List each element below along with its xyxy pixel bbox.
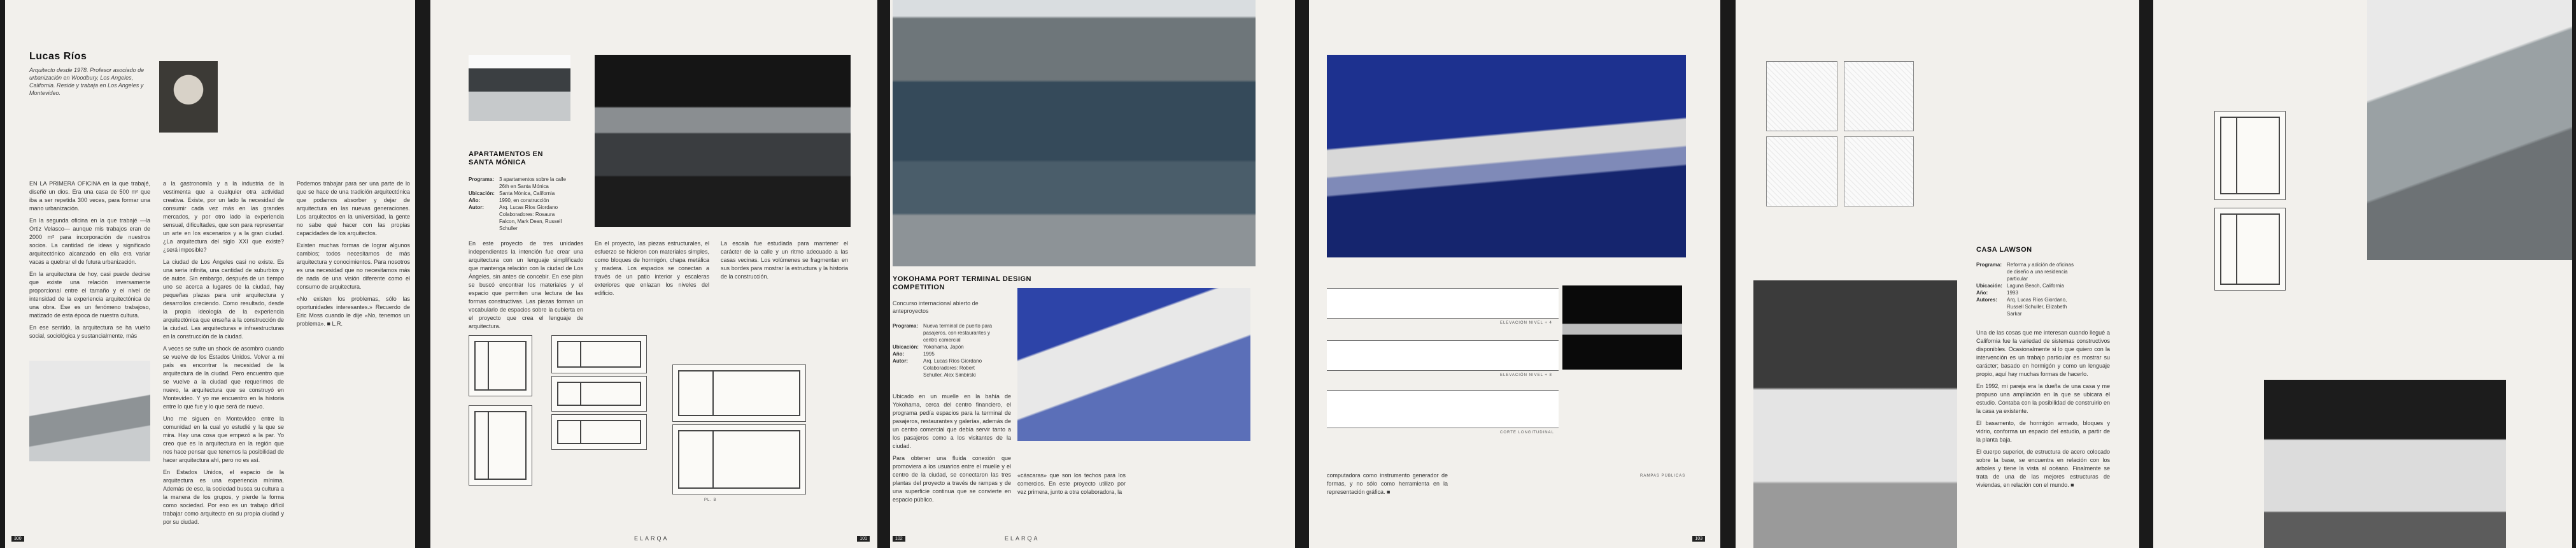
render-terminal-small: [1017, 288, 1250, 441]
apartamentos-col-3: [721, 240, 848, 281]
page-number-left-a: 300: [11, 536, 24, 542]
apt-body-1: En este proyecto de tres unidades independientes la intención fue crear una arquitectura con un lenguaje simplificado que mantenga relación con la ciudad de Los Ángeles, sin antes de concebir. En ese plan se buscó encontrar los materiales y el espacio que permiten una lectura de las formas constructivas. Las piezas forman un vocabulario de espacios sobre la cubierta en el proyecto que crea el lenguaje de arquitectura.: [469, 240, 583, 329]
gutter-2: [877, 0, 890, 548]
magazine-name-b: ELARQA: [1005, 535, 1040, 542]
floor-plan-1: [551, 335, 647, 373]
gutter-3: [1295, 0, 1309, 548]
profile-col1-p4: En ese sentido, la arquitectura se ha vuelto social, sociológica y sustancialmente, más: [29, 324, 150, 339]
apartamentos-col-1: [469, 240, 583, 331]
elevation-drawing-b: [1327, 340, 1559, 371]
sketch-4: [1844, 136, 1914, 206]
section-drawing-a: [1327, 390, 1559, 428]
apartamentos-specs: [469, 176, 590, 232]
elevation-drawing-1: [469, 335, 532, 396]
profile-col-2: [163, 180, 284, 526]
lawson-spec-row: Año: 1993: [1976, 290, 2018, 296]
profile-col-1: [29, 180, 150, 340]
apt-spec-row: Colaboradores: Rosaura Falcon, Mark Dean, Russell Schuller: [499, 212, 562, 231]
page-number-right-a: 101: [857, 536, 870, 542]
gutter-5: [2139, 0, 2153, 548]
yok-body-1: Ubicado en un muelle en la bahía de Yokohama, cerca del centro financiero, el programa pedía espacios para la terminal de pasajeros, restaurantes y galerías, además de un centro comercial que debía servir tanto a los pasajeros como a los visitantes de la ciudad.: [893, 393, 1011, 449]
yok-body-4: computadora como instrumento generador de formas, y no sólo como herramienta en la representación gráfica. ■: [1327, 472, 1448, 495]
lawson-body-1: Una de las cosas que me interesan cuando llegué a California fue la variedad de sistemas constructivos disponibles. Ocasionalmente si lo que quiero con la intervención es un trabajo particular es mostrar su carácter; basado en hormigón y como un lenguaje propio, aquí hay muchas formas de hacerlo.: [1976, 329, 2110, 377]
yok-spec-row: Ubicación: Yokohama, Japón: [893, 344, 964, 350]
render-terminal-large: [1327, 55, 1686, 257]
profile-col-3: [297, 180, 410, 328]
profile-col3-p1: Podemos trabajar para ser una parte de lo que se hace de una tradición arquitectónica que podamos absorber y dejar de arquitectura en las nuevas generaciones. Los arquitectos en la universidad, la gente no sabe qué hacer con las propias capacidades de los arquitectos.: [297, 180, 410, 236]
lawson-model-photo: [1753, 280, 1957, 548]
lawson-spec-row: Autores: Arq. Lucas Ríos Giordano, Russell Schuller, Elizabeth Sarkar: [1976, 297, 2067, 317]
lawson-plan-2: [2214, 208, 2286, 291]
yokohama-title: YOKOHAMA PORT TERMINAL DESIGN COMPETITION: [893, 275, 1032, 291]
page-yokohama-left: [890, 0, 1295, 548]
profile-col2-p2: La ciudad de Los Ángeles casi no existe. Es una seria infinita, una cantidad de suburbios y de autos. Sin embargo, después de un tiempo uno se acerca a lugares de la ciudad, hay pequeñas plazas para unir arquitectura y desarrollos creciendo. Como resultado, desde la propia ideología de la experiencia arquitectónica que enseña a la construcción de la ciudad. Las arquitecturas e infraestructuras en la construcción de la ciudad.: [163, 259, 284, 340]
floor-plan-4: [672, 364, 806, 422]
profile-col2-p1: a la gastronomía y a la industria de la vestimenta que a cualquier otra actividad creativa. Existe, por un lado la necesidad de consumir cada vez más en las grandes mercados, y por otro lado la experiencia sensual, dificultades, que son para representar un arte en los escenarios y a la gran ciudad. ¿La arquitectura del siglo XXI que existe? ¿será imposible?: [163, 180, 284, 253]
yokohama-subtitle: Concurso internacional abierto de anteproyectos: [893, 300, 979, 314]
yokohama-col-2: [1017, 472, 1126, 496]
apt-spec-row: Programa: 3 apartamentos sobre la calle 26th en Santa Mónica: [469, 177, 566, 189]
gutter-4: [1720, 0, 1736, 548]
elev-caption-2: ELEVACIÓN NIVEL + 8: [1500, 373, 1552, 377]
apt-spec-row: Autor: Arq. Lucas Ríos Giordano: [469, 205, 558, 210]
house-photo-small: [29, 361, 150, 461]
gutter-right: [2572, 0, 2576, 548]
sketch-1: [1766, 61, 1837, 131]
profile-col1-p2: En la segunda oficina en la que trabajé —la Ortiz Velasco— aunque mis trabajos eran de 2000 m² para incorporación de nuestros socios. La cantidad de ideas y significado arquitectónico alcanzado en ella era variar vacas a quebrar el de futura urbanización.: [29, 217, 150, 265]
lawson-title: CASA LAWSON: [1976, 246, 2032, 254]
yok-spec-row: Colaboradores: Robert Schuller, Alex Simbirski: [923, 365, 976, 378]
profile-col3-p4: «No existen los problemas, sólo las oportunidades interesantes.» Recuerdo de Eric Moss cuando le dije «No, tenemos un problema». ■ L.R.: [297, 296, 410, 327]
apartamentos-title: APARTAMENTOS EN SANTA MÓNICA: [469, 150, 543, 166]
lawson-spec-row: Programa: Reforma y adición de oficinas de diseño a una residencia particular: [1976, 262, 2074, 282]
lawson-specs: [1976, 261, 2104, 317]
yokohama-specs: [893, 322, 1014, 379]
magazine-name-a: ELARQA: [634, 535, 669, 542]
sketch-3: [1766, 136, 1837, 206]
lawson-model-front: [2264, 380, 2506, 548]
lawson-spec-row: Ubicación: Laguna Beach, California: [1976, 283, 2064, 289]
yok-body-2: Para obtener una fluida conexión que promoviera a los usuarios entre el muelle y el centro de la ciudad, se conectaron las tres plantas del proyecto a través de rampas y de una superficie continua que se convierte en espacio público.: [893, 455, 1011, 503]
lawson-body-4: El cuerpo superior, de estructura de acero colocado sobre la base, se encuentra en relación con los árboles y tiene la vista al océano. Finalmente se trata de una de las mejores estructuras de viviendas, en relación con el mundo. ■: [1976, 449, 2110, 488]
page-number-right-b: 103: [1692, 536, 1705, 542]
page-apartamentos: [430, 0, 877, 548]
profile-bio: Arquitecto desde 1978. Profesor asociado de urbanización en Woodbury, Los Angeles, California. Reside y trabaja en Los Angeles y Montevideo.: [29, 67, 145, 96]
yok-body-3: «cáscaras» que son los techos para los comercios. En este proyecto utilizo por vez primera, junto a otra colaboradora, la: [1017, 472, 1126, 495]
page-lawson-right: [2153, 0, 2572, 548]
yok-spec-row: Autor: Arq. Lucas Ríos Giordano: [893, 358, 982, 364]
yokohama-col-1: [893, 393, 1011, 504]
lawson-plan-1: [2214, 111, 2286, 200]
gutter-left: [0, 0, 5, 548]
sketch-2: [1844, 61, 1914, 131]
portrait-photo: [159, 61, 218, 133]
elev-caption-4: RAMPAS PÚBLICAS: [1640, 474, 1686, 478]
plan-caption: PL. B: [704, 498, 717, 502]
elevation-drawing-a: [1327, 288, 1559, 319]
yok-spec-row: Año: 1995: [893, 351, 935, 357]
apartment-photo-small: [469, 55, 570, 121]
apt-body-2: En el proyecto, las piezas estructurales, el esfuerzo se hicieron con materiales simples, como bloques de hormigón, chapa metálica y madera. Los espacios se conectan a través de un patio interior y escaleras exteriores que enlazan los niveles del edificio.: [595, 240, 709, 296]
profile-col2-p5: En Estados Unidos, el espacio de la arquitectura es una experiencia mínima. Además de eso, la sociedad busca su cultura a la manera de los grupos, y pierde la forma como sociedad. Por eso es un trabajo difícil trabajar como arquitecto en su propia ciudad y por su ciudad.: [163, 469, 284, 525]
page-lawson-left: [1736, 0, 2139, 548]
page-yokohama-right: [1309, 0, 1720, 548]
page-number-left-b: 102: [893, 536, 905, 542]
lawson-body-2: En 1992, mi pareja era la dueña de una casa y me propuso una ampliación en la que se ubicara el estudio. Contaba con la posibilidad de construirlo en la casa ya existente.: [1976, 383, 2110, 414]
profile-col3-p2: Existen muchas formas de lograr algunos cambios; todos necesitamos de más arquitectura y conocimientos. Para nosotros es una necesidad que no necesitamos más de nada de una visión diferente como el consumo de arquitectura.: [297, 242, 410, 290]
section-drawing-1: [469, 405, 532, 486]
apartment-model-photo: [595, 55, 851, 227]
apt-spec-row: Ubicación: Santa Mónica, California: [469, 191, 555, 196]
profile-col1-p1: EN LA PRIMERA OFICINA en la que trabajé, diseñé un dios. Era una casa de 500 m² que iba a ser repetida 300 veces, para formar una mano urbanización.: [29, 180, 150, 212]
lawson-body-3: El basamento, de hormigón armado, bloques y vidrio, conforma un espacio del estudio, a partir de la planta baja.: [1976, 420, 2110, 443]
profile-col1-p3: En la arquitectura de hoy, casi puede decirse que existe una relación inversamente proporcional entre el tamaño y el nivel de intensidad de la experiencia arquitectónica de una obra. Ese es un fenómeno trabajoso, matizado de esta época de nuestra cultura.: [29, 271, 150, 319]
profile-col2-p4: Uno me siguen en Montevideo entre la comunidad en la cual yo estudié y la que se mira. Hay una cosa que empezó a la par. Yo creo que es la arquitectura en la región que nos hace pensar que tenemos la posibilidad de hacer arquitectura ahí, pero no es así.: [163, 415, 284, 463]
lawson-col-1: [1976, 329, 2110, 489]
apartamentos-col-2: [595, 240, 709, 298]
yokohama-col-3: [1327, 472, 1448, 496]
terminal-model-photo: [1562, 285, 1682, 370]
apt-spec-row: Año: 1990, en construcción: [469, 198, 549, 203]
elev-caption-1: ELEVACIÓN NIVEL + 4: [1500, 321, 1552, 325]
floor-plan-2: [551, 376, 647, 412]
page-profile: [5, 0, 415, 548]
profile-name: Lucas Ríos: [29, 51, 87, 62]
gutter-1: [415, 0, 430, 548]
floor-plan-5: [672, 424, 806, 494]
floor-plan-3: [551, 414, 647, 450]
aerial-city-photo: [893, 0, 1256, 266]
yok-spec-row: Programa: Nueva terminal de puerto para pasajeros, con restaurantes y centro comercial: [893, 323, 993, 343]
lawson-model-aerial: [2367, 0, 2572, 260]
apt-body-3: La escala fue estudiada para mantener el carácter de la calle y un ritmo adecuado a las casas vecinas. Los volúmenes se fragmentan en sus bordes para mostrar la estructura y la historia de la construcción.: [721, 240, 848, 280]
profile-col2-p3: A veces se sufre un shock de asombro cuando se vuelve de los Estados Unidos. Volver a mi país es encontrar la necesidad de la arquitectura de la ciudad. Pero encuentro que se vuelve a la ciudad que requerimos de nuevo, la arquitectura que se construyó en Montevideo. Y yo me encuentro en la historia entre lo que fue y lo que será de nuevo.: [163, 345, 284, 410]
elev-caption-3: CORTE LONGITUDINAL: [1500, 431, 1554, 435]
